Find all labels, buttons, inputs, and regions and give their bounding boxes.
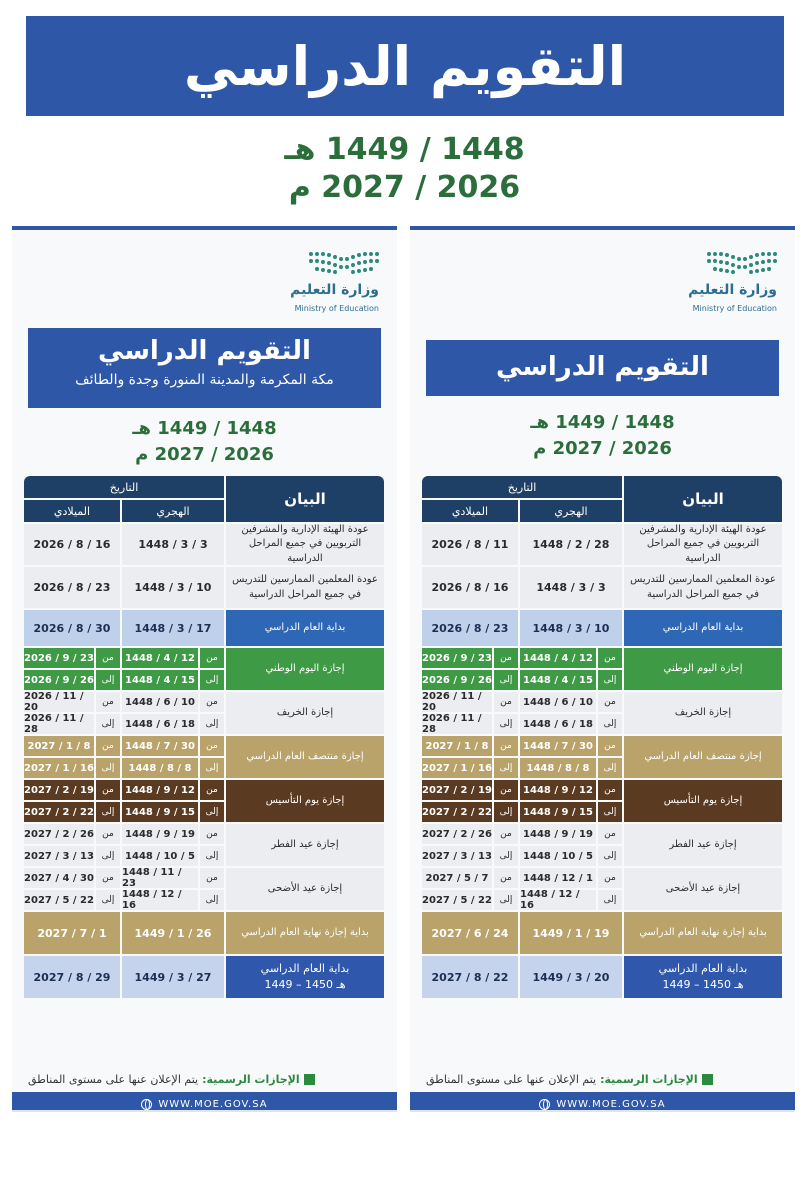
to-gregorian: 2026 / 11 / 28 [422,714,492,734]
note-label: الإجازات الرسمية: [202,1072,300,1086]
to-gregorian: 2027 / 2 / 22 [422,802,492,822]
from-tag: من [494,736,518,756]
from-gregorian: 2027 / 1 / 8 [24,736,94,756]
to-hijri: 1448 / 8 / 8 [520,758,596,778]
from-tag: من [494,692,518,712]
to-tag: إلى [200,890,224,910]
from-gregorian: 2027 / 2 / 26 [422,824,492,844]
row-label: إجازة عيد الفطر [624,824,782,866]
to-tag: إلى [96,890,120,910]
to-tag: إلى [200,758,224,778]
header-hijri: الهجري [122,500,224,522]
to-tag: إلى [598,714,622,734]
header-statement: البيان [226,476,384,522]
to-tag: إلى [494,846,518,866]
from-hijri: 1448 / 9 / 12 [520,780,596,800]
to-hijri: 1448 / 10 / 5 [122,846,198,866]
from-gregorian: 2027 / 2 / 19 [422,780,492,800]
row-from [24,736,224,756]
from-tag: من [200,780,224,800]
to-tag: إلى [96,802,120,822]
from-hijri: 1448 / 9 / 19 [122,824,198,844]
panel-years [410,410,795,462]
row-label: إجازة عيد الأضحى [226,868,384,910]
row-hijri: 1448 / 2 / 28 [520,524,622,565]
to-tag: إلى [494,670,518,690]
to-gregorian: 2027 / 2 / 22 [24,802,94,822]
moe-logo [233,248,383,318]
header-gregorian: الميلادي [422,500,518,522]
row-from [24,692,224,712]
row-hijri: 1449 / 3 / 20 [520,956,622,998]
panel-footer [12,1092,397,1112]
panel-title-box [28,328,381,408]
table-row [24,610,384,646]
row-gregorian: 2027 / 7 / 1 [24,912,120,954]
table-row [24,648,384,690]
row-label: بداية إجازة نهاية العام الدراسي [226,912,384,954]
row-hijri: 1448 / 3 / 10 [520,610,622,646]
from-tag: من [494,780,518,800]
from-tag: من [96,736,120,756]
row-gregorian: 2026 / 8 / 30 [24,610,120,646]
row-to [422,714,622,734]
to-tag: إلى [200,670,224,690]
to-hijri: 1448 / 12 / 16 [520,890,596,910]
row-hijri: 1449 / 1 / 19 [520,912,622,954]
to-tag: إلى [494,714,518,734]
header-hijri: الهجري [520,500,622,522]
from-gregorian: 2027 / 2 / 19 [24,780,94,800]
from-tag: من [598,868,622,888]
from-hijri: 1448 / 7 / 30 [122,736,198,756]
from-gregorian: 2027 / 2 / 26 [24,824,94,844]
to-tag: إلى [200,714,224,734]
row-to [24,670,224,690]
to-hijri: 1448 / 6 / 18 [122,714,198,734]
table-row [422,912,782,954]
row-from [24,824,224,844]
from-hijri: 1448 / 4 / 12 [520,648,596,668]
to-hijri: 1448 / 8 / 8 [122,758,198,778]
to-hijri: 1448 / 9 / 15 [520,802,596,822]
row-gregorian: 2026 / 8 / 11 [422,524,518,565]
row-to [422,890,622,910]
row-label: بداية العام الدراسي [624,610,782,646]
row-label: إجازة يوم التأسيس [226,780,384,822]
to-tag: إلى [96,758,120,778]
row-label: إجازة اليوم الوطني [226,648,384,690]
row-gregorian: 2026 / 8 / 16 [422,567,518,608]
from-tag: من [200,736,224,756]
row-from [24,868,224,888]
row-label: عودة المعلمين الممارسين للتدريس في جميع المراحل الدراسية [226,567,384,608]
row-label: إجازة الخريف [624,692,782,734]
to-hijri: 1448 / 12 / 16 [122,890,198,910]
row-hijri: 1449 / 3 / 27 [122,956,224,998]
footer-url[interactable]: WWW.MOE.GOV.SA [556,1098,666,1110]
moe-logo [631,248,781,318]
row-to [422,802,622,822]
from-hijri: 1448 / 9 / 12 [122,780,198,800]
to-tag: إلى [96,670,120,690]
moe-dots-logo-icon [705,250,777,276]
row-label: عودة المعلمين الممارسين للتدريس في جميع المراحل الدراسية [624,567,782,608]
panel-year-hijri: 1448 / 1449 هـ [530,412,675,433]
moe-dots-logo-icon [307,250,379,276]
note-text: يتم الإعلان عنها على مستوى المناطق [28,1072,199,1086]
row-gregorian: 2026 / 8 / 16 [24,524,120,565]
table-row [24,780,384,822]
row-label: إجازة الخريف [226,692,384,734]
table-header [24,476,384,522]
to-hijri: 1448 / 6 / 18 [520,714,596,734]
to-gregorian: 2027 / 1 / 16 [422,758,492,778]
logo-english-text: Ministry of Education [692,304,777,313]
row-label-main: بداية العام الدراسي [658,962,748,976]
row-gregorian: 2027 / 8 / 22 [422,956,518,998]
to-gregorian: 2026 / 9 / 26 [422,670,492,690]
row-from [422,868,622,888]
row-label: إجازة اليوم الوطني [624,648,782,690]
table-row [24,912,384,954]
logo-arabic-text: وزارة التعليم [290,282,379,298]
header-gregorian: الميلادي [24,500,120,522]
from-hijri: 1448 / 7 / 30 [520,736,596,756]
logo-english-text: Ministry of Education [294,304,379,313]
row-from [422,780,622,800]
row-hijri: 1448 / 3 / 17 [122,610,224,646]
to-tag: إلى [494,890,518,910]
from-tag: من [598,824,622,844]
row-label-years: 1449 – 1450 هـ [662,978,744,991]
to-hijri: 1448 / 4 / 15 [520,670,596,690]
row-label: إجازة منتصف العام الدراسي [624,736,782,778]
row-to [24,890,224,910]
row-label: عودة الهيئة الإدارية والمشرفين التربويين في جميع المراحل الدراسية [226,524,384,565]
from-gregorian: 2026 / 9 / 23 [24,648,94,668]
to-gregorian: 2027 / 5 / 22 [422,890,492,910]
main-banner [26,16,784,116]
from-tag: من [200,648,224,668]
row-hijri: 1449 / 1 / 26 [122,912,224,954]
row-label-years: 1449 – 1450 هـ [264,978,346,991]
to-tag: إلى [96,714,120,734]
green-square-icon [304,1074,315,1085]
to-tag: إلى [598,890,622,910]
panel-other-regions [410,226,795,1112]
row-from [422,736,622,756]
main-year-gregorian: 2026 / 2027 م [288,170,521,205]
row-label: إجازة عيد الفطر [226,824,384,866]
to-gregorian: 2027 / 3 / 13 [24,846,94,866]
official-holidays-note [28,1068,381,1090]
to-tag: إلى [200,846,224,866]
table-row [422,567,782,608]
from-gregorian: 2027 / 1 / 8 [422,736,492,756]
table-row [422,956,782,998]
row-to [422,670,622,690]
table-row [422,780,782,822]
header-statement: البيان [624,476,782,522]
panel-title: التقويم الدراسي [98,336,311,366]
panel-title: التقويم الدراسي [496,352,709,382]
to-gregorian: 2027 / 3 / 13 [422,846,492,866]
to-gregorian: 2027 / 5 / 22 [24,890,94,910]
row-from [24,780,224,800]
from-tag: من [96,824,120,844]
row-to [24,758,224,778]
to-tag: إلى [598,802,622,822]
main-year-hijri: 1448 / 1449 هـ [284,132,525,167]
to-tag: إلى [598,846,622,866]
row-from [422,648,622,668]
header-date: التاريخ [422,476,622,498]
from-tag: من [494,648,518,668]
globe-icon [539,1099,550,1110]
table-row [422,736,782,778]
to-hijri: 1448 / 4 / 15 [122,670,198,690]
to-tag: إلى [494,758,518,778]
from-tag: من [96,868,120,888]
from-tag: من [96,692,120,712]
from-hijri: 1448 / 11 / 23 [122,868,198,888]
table-row [24,692,384,734]
table-row [422,648,782,690]
row-from [24,648,224,668]
globe-icon [141,1099,152,1110]
table-row [422,868,782,910]
row-gregorian: 2027 / 6 / 24 [422,912,518,954]
from-tag: من [598,780,622,800]
panel-subtitle: مكة المكرمة والمدينة المنورة وجدة والطائف [75,372,334,388]
from-gregorian: 2026 / 11 / 20 [24,692,94,712]
note-label: الإجازات الرسمية: [600,1072,698,1086]
from-hijri: 1448 / 12 / 1 [520,868,596,888]
note-text: يتم الإعلان عنها على مستوى المناطق [426,1072,597,1086]
row-label: بداية العام الدراسي [226,610,384,646]
from-tag: من [494,824,518,844]
table-header [422,476,782,522]
table-row [24,956,384,998]
from-tag: من [96,780,120,800]
from-hijri: 1448 / 4 / 12 [122,648,198,668]
row-label: عودة الهيئة الإدارية والمشرفين التربويين في جميع المراحل الدراسية [624,524,782,565]
row-label-main: بداية العام الدراسي [260,962,350,976]
from-gregorian: 2026 / 11 / 20 [422,692,492,712]
from-tag: من [96,648,120,668]
green-square-icon [702,1074,713,1085]
from-tag: من [598,736,622,756]
header-date: التاريخ [24,476,224,498]
table-row [24,567,384,608]
table-row [422,610,782,646]
row-from [422,692,622,712]
row-label: بداية إجازة نهاية العام الدراسي [624,912,782,954]
row-label [624,956,782,998]
row-to [24,802,224,822]
panel-year-gregorian: 2026 / 2027 م [533,438,672,459]
row-gregorian: 2026 / 8 / 23 [422,610,518,646]
official-holidays-note [426,1068,779,1090]
main-title: التقويم الدراسي [183,34,627,98]
panel-year-gregorian: 2026 / 2027 م [135,444,274,465]
table-row [24,524,384,565]
from-hijri: 1448 / 9 / 19 [520,824,596,844]
from-tag: من [494,868,518,888]
panel-years [12,416,397,468]
table-row [24,736,384,778]
panel-makkah-region [12,226,397,1112]
table-row [422,692,782,734]
table-row [24,824,384,866]
row-label: إجازة عيد الأضحى [624,868,782,910]
panel-title-box [426,340,779,396]
from-tag: من [200,868,224,888]
from-tag: من [598,692,622,712]
panel-footer [410,1092,795,1112]
from-tag: من [200,692,224,712]
row-gregorian: 2026 / 8 / 23 [24,567,120,608]
to-gregorian: 2026 / 11 / 28 [24,714,94,734]
panel-year-hijri: 1448 / 1449 هـ [132,418,277,439]
row-to [422,758,622,778]
to-tag: إلى [200,802,224,822]
row-label: إجازة يوم التأسيس [624,780,782,822]
table-row [422,524,782,565]
row-to [24,846,224,866]
from-gregorian: 2027 / 4 / 30 [24,868,94,888]
logo-arabic-text: وزارة التعليم [688,282,777,298]
row-label: إجازة منتصف العام الدراسي [226,736,384,778]
to-hijri: 1448 / 9 / 15 [122,802,198,822]
to-tag: إلى [96,846,120,866]
from-hijri: 1448 / 6 / 10 [520,692,596,712]
from-gregorian: 2026 / 9 / 23 [422,648,492,668]
from-tag: من [200,824,224,844]
to-gregorian: 2027 / 1 / 16 [24,758,94,778]
row-from [422,824,622,844]
row-label [226,956,384,998]
to-tag: إلى [494,802,518,822]
footer-url[interactable]: WWW.MOE.GOV.SA [158,1098,268,1110]
from-tag: من [598,648,622,668]
to-tag: إلى [598,758,622,778]
row-to [422,846,622,866]
to-tag: إلى [598,670,622,690]
row-hijri: 1448 / 3 / 3 [520,567,622,608]
row-to [24,714,224,734]
to-hijri: 1448 / 10 / 5 [520,846,596,866]
to-gregorian: 2026 / 9 / 26 [24,670,94,690]
row-gregorian: 2027 / 8 / 29 [24,956,120,998]
row-hijri: 1448 / 3 / 10 [122,567,224,608]
table-row [24,868,384,910]
from-hijri: 1448 / 6 / 10 [122,692,198,712]
calendar-table [24,476,384,998]
calendar-table [422,476,782,998]
from-gregorian: 2027 / 5 / 7 [422,868,492,888]
table-row [422,824,782,866]
row-hijri: 1448 / 3 / 3 [122,524,224,565]
